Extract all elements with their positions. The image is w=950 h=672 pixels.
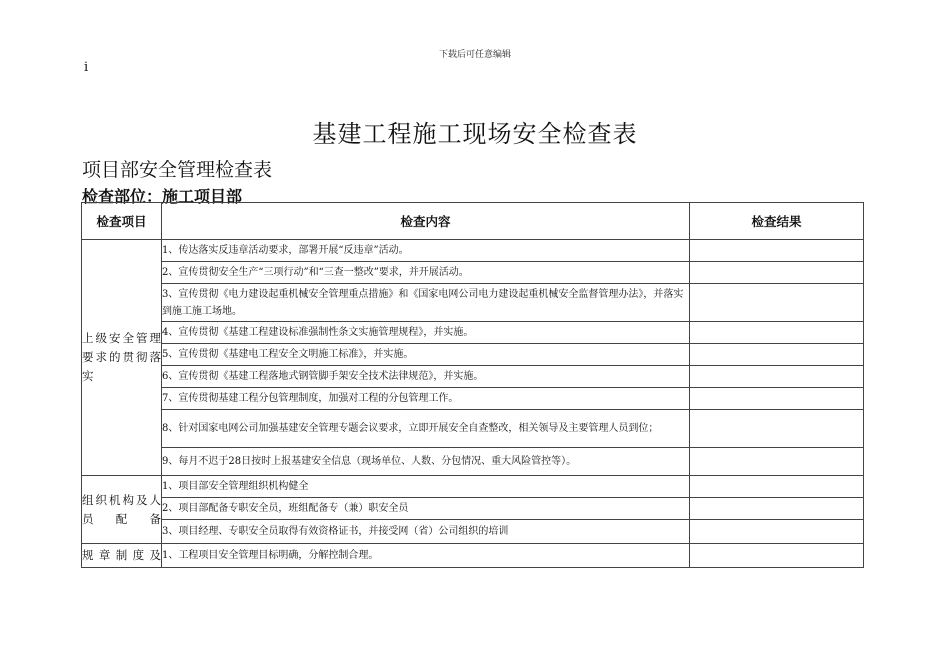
table-row [82,366,864,388]
table-row [82,410,864,448]
check-content: 4、宣传贯彻《基建工程建设标准强制性条文实施管理规程》，并实施。 [162,322,690,344]
check-content: 2、项目部配备专职安全员，班组配备专（兼）职安全员 [162,498,690,520]
check-result-cell[interactable] [690,520,864,544]
table-row [82,448,864,476]
table-row [82,544,864,568]
header-check-result: 检查结果 [690,203,864,240]
check-result-cell[interactable] [690,448,864,476]
table-row [82,262,864,284]
header-check-item: 检查项目 [82,203,162,240]
check-result-cell[interactable] [690,544,864,568]
table-row [82,476,864,498]
check-result-cell[interactable] [690,498,864,520]
check-content: 6、宣传贯彻《基建工程落地式钢管脚手架安全技术法律规范》，并实施。 [162,366,690,388]
table-row [82,498,864,520]
check-result-cell[interactable] [690,322,864,344]
check-item-organization-staffing: 组织机构及人员配备 [82,476,162,544]
check-content: 9、每月不迟于28日按时上报基建安全信息（现场单位、人数、分包情况、重大风险管控等）。 [162,448,690,476]
check-content: 1、工程项目安全管理目标明确，分解控制合理。 [162,544,690,568]
safety-check-table [81,202,864,568]
table-row [82,240,864,262]
check-item-rules-regulations: 规章制度及 [82,544,162,568]
page-mark: i [84,60,89,75]
table-row [82,520,864,544]
check-result-cell[interactable] [690,366,864,388]
check-content: 3、项目经理、专职安全员取得有效资格证书，并接受网（省）公司组织的培训 [162,520,690,544]
table-header-row [82,203,864,240]
check-content: 7、宣传贯彻基建工程分包管理制度，加强对工程的分包管理工作。 [162,388,690,410]
check-content: 2、宣传贯彻安全生产“三项行动”和“三查一整改”要求，并开展活动。 [162,262,690,284]
header-check-content: 检查内容 [162,203,690,240]
check-result-cell[interactable] [690,476,864,498]
check-result-cell[interactable] [690,388,864,410]
check-result-cell[interactable] [690,240,864,262]
inspection-department: 检查部位：施工项目部 [82,187,243,206]
check-content: 1、传达落实反违章活动要求，部署开展“反违章”活动。 [162,240,690,262]
table-row [82,284,864,322]
check-result-cell[interactable] [690,410,864,448]
table-row [82,322,864,344]
check-result-cell[interactable] [690,262,864,284]
check-content: 1、项目部安全管理组织机构健全 [162,476,690,498]
table-row [82,388,864,410]
check-result-cell[interactable] [690,344,864,366]
check-item-superior-requirements: 上级安全管理要求的贯彻落实 [82,240,162,476]
table-row [82,344,864,366]
page-title: 基建工程施工现场安全检查表 [312,120,638,148]
check-content: 3、宣传贯彻《电力建设起重机械安全管理重点措施》和《国家电网公司电力建设起重机械安全监督管理办法》，并落实到施工施工场地。 [162,284,690,322]
header-note: 下载后可任意编辑 [438,50,511,60]
section-subtitle: 项目部安全管理检查表 [82,159,273,181]
check-content: 8、针对国家电网公司加强基建安全管理专题会议要求，立即开展安全自查整改，相关领导及主要管理人员到位； [162,410,690,448]
check-result-cell[interactable] [690,284,864,322]
check-content: 5、宣传贯彻《基建电工程安全文明施工标准》，并实施。 [162,344,690,366]
